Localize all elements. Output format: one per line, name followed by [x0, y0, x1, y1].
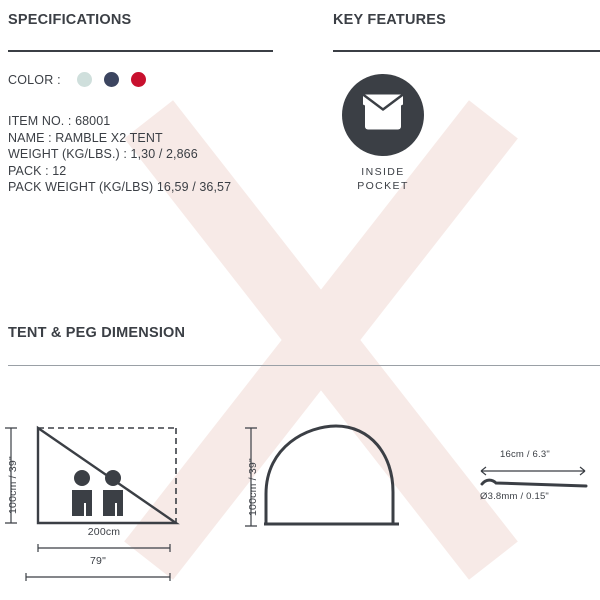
color-row [8, 72, 273, 87]
feature-inside-pocket [333, 74, 433, 193]
color-swatch-red[interactable] [131, 72, 146, 87]
spec-weight: WEIGHT (KG/LBS.) : 1,30 / 2,866 [8, 147, 198, 161]
color-label: COLOR : [8, 72, 61, 87]
peg-length-label: 16cm / 6.3" [500, 449, 550, 460]
floor-plan-width-label-cm: 200cm [87, 526, 121, 538]
spec-pack-weight: PACK WEIGHT (KG/LBS) 16,59 / 36,57 [8, 180, 232, 194]
dimension-divider [8, 365, 600, 366]
color-swatch-navy[interactable] [104, 72, 119, 87]
specifications-divider [8, 50, 273, 52]
key-features-heading: KEY FEATURES [333, 12, 447, 28]
feature-caption-line2: POCKET [357, 180, 409, 192]
key-features-divider [333, 50, 600, 52]
tent-profile-height-label: 100cm / 39" [247, 458, 259, 516]
specification-list [8, 113, 273, 196]
floor-plan-width-axis-in [22, 569, 174, 587]
spec-pack: PACK : 12 [8, 163, 67, 178]
spec-item-no: ITEM NO. : 68001 [8, 114, 111, 128]
tent-profile-drawing [262, 420, 407, 540]
key-features-section [333, 12, 600, 193]
color-swatch-pale-mint[interactable] [77, 72, 92, 87]
peg-diameter-label: Ø3.8mm / 0.15" [480, 491, 550, 502]
feature-icon-background [342, 74, 424, 156]
dimension-drawings [0, 395, 600, 600]
spec-name: NAME : RAMBLE X2 TENT [8, 130, 163, 145]
inside-pocket-icon [360, 91, 406, 140]
specifications-section [8, 12, 273, 196]
floor-plan-width-label-in: 79" [89, 555, 106, 567]
dimension-section [8, 325, 600, 366]
feature-caption-line1: INSIDE [361, 166, 405, 178]
specifications-heading: SPECIFICATIONS [8, 12, 132, 28]
dimension-heading: TENT & PEG DIMENSION [8, 325, 186, 341]
floor-plan-height-label: 100cm / 39" [7, 456, 19, 514]
